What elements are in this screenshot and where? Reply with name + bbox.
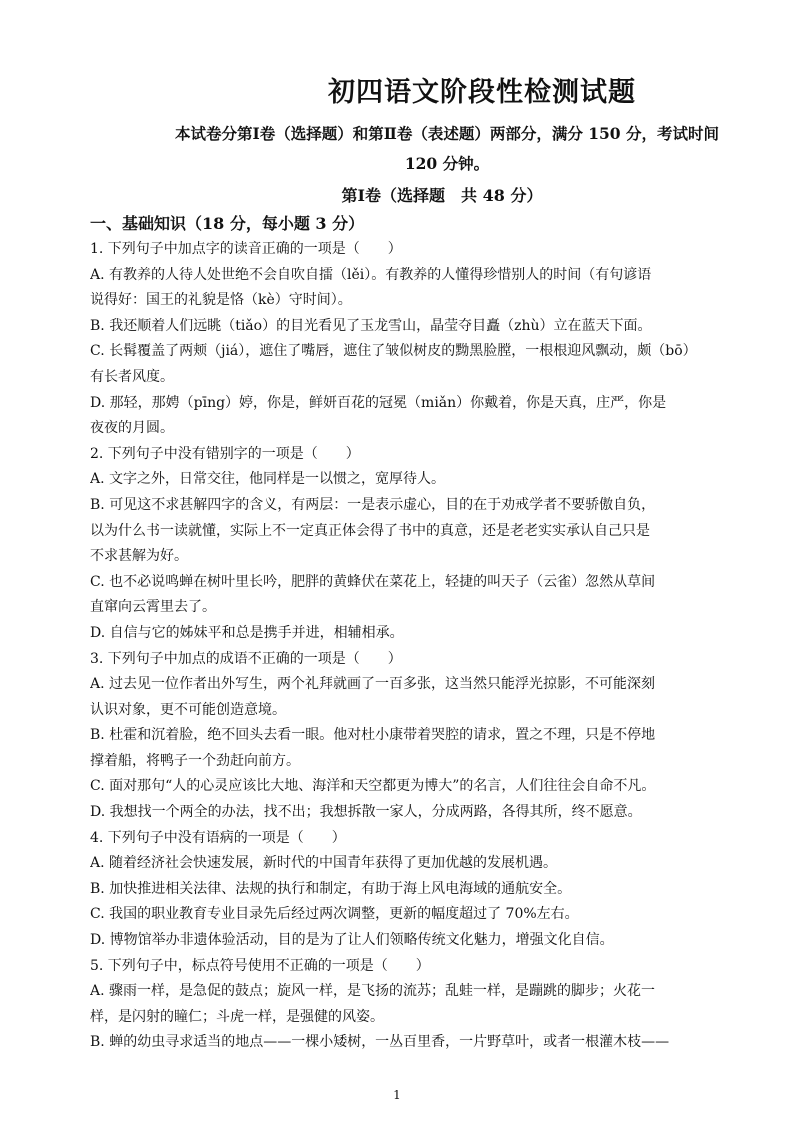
text-line: C. 长髯覆盖了两颊（jiá），遮住了嘴唇，遮住了皱似树皮的黝黑脸膛，一根根迎风飘动，颇（bō） xyxy=(90,343,697,360)
text-line: 5. 下列句子中，标点符号使用不正确的一项是（ ） xyxy=(90,957,430,974)
text-line: B. 杜霍和沉着脸，绝不回头去看一眼。他对杜小康带着哭腔的请求，置之不理，只是不停地 xyxy=(90,727,656,744)
questions-body xyxy=(90,237,754,1056)
text-line: D. 博物馆举办非遗体验活动，目的是为了让人们领略传统文化魅力，增强文化自信。 xyxy=(90,932,614,949)
text-line: 4. 下列句子中没有语病的一项是（ ） xyxy=(90,829,346,846)
exam-note-line-2: 120 分钟。 xyxy=(404,154,490,173)
text-line: B. 我还顺着人们远眺（tiǎo）的目光看见了玉龙雪山，晶莹夺目矗（zhù）立在蓝天下面。 xyxy=(90,317,652,334)
text-line: 样，是闪射的瞳仁；斗虎一样，是强健的风姿。 xyxy=(90,1008,384,1025)
text-line: D. 自信与它的姊妹平和总是携手并进，相辅相承。 xyxy=(90,624,404,641)
text-line: C. 也不必说鸣蝉在树叶里长吟，肥胖的黄蜂伏在菜花上，轻捷的叫天子（云雀）忽然从草间 xyxy=(90,573,656,590)
text-line: 直窜向云霄里去了。 xyxy=(90,599,216,616)
text-line: A. 骤雨一样，是急促的鼓点；旋风一样，是飞扬的流苏；乱蛙一样，是蹦跳的脚步；火花一 xyxy=(90,983,656,1000)
text-line: 不求甚解为好。 xyxy=(90,548,188,565)
text-line: D. 那轻，那娉（pīng）婷，你是，鲜妍百花的冠冕（miǎn）你戴着，你是天真，庄严，你是 xyxy=(90,394,667,411)
page-number: 1 xyxy=(393,1088,401,1102)
text-line: 3. 下列句子中加点的成语不正确的一项是（ ） xyxy=(90,650,402,667)
text-line: 以为什么书一读就懂，实际上不一定真正体会得了书中的真意，还是老老实实承认自己只是 xyxy=(90,522,650,539)
text-line: A. 随着经济社会快速发展，新时代的中国青年获得了更加优越的发展机遇。 xyxy=(90,855,558,872)
part-heading: 一、基础知识（18 分，每小题 3 分） xyxy=(90,214,365,233)
text-line: C. 我国的职业教育专业目录先后经过两次调整，更新的幅度超过了 70%左右。 xyxy=(90,906,579,923)
text-line: 夜夜的月圆。 xyxy=(90,420,174,437)
text-line: 2. 下列句子中没有错别字的一项是（ ） xyxy=(90,445,360,462)
text-line: A. 有教养的人待人处世绝不会自吹自擂（lěi）。有教养的人懂得珍惜别人的时间（有句谚语 xyxy=(90,266,652,283)
text-line: C. 面对那句“人的心灵应该比大地、海洋和天空都更为博大”的名言，人们往往会自命不凡。 xyxy=(90,778,656,795)
text-line: B. 蝉的幼虫寻求适当的地点——一棵小矮树，一丛百里香，一片野草叶，或者一根灌木枝—— xyxy=(90,1034,670,1051)
text-line: 撑着船，将鸭子一个劲赶向前方。 xyxy=(90,752,300,769)
text-line: B. 加快推进相关法律、法规的执行和制定，有助于海上风电海域的通航安全。 xyxy=(90,880,572,897)
text-line: A. 过去见一位作者出外写生，两个礼拜就画了一百多张，这当然只能浮光掠影，不可能深刻 xyxy=(90,676,656,693)
text-line: 说得好：国王的礼貌是恪（kè）守时间）。 xyxy=(90,292,352,309)
text-line: 有长者风度。 xyxy=(90,368,174,385)
text-line: B. 可见这不求甚解四字的含义，有两层：一是表示虚心，目的在于劝戒学者不要骄傲自负， xyxy=(90,496,656,513)
text-line: A. 文字之外，日常交往，他同样是一以惯之，宽厚待人。 xyxy=(90,471,446,488)
text-line: 认识对象，更不可能创造意境。 xyxy=(90,701,286,718)
text-line: 1. 下列句子中加点字的读音正确的一项是（ ） xyxy=(90,241,402,257)
text-line: D. 我想找一个两全的办法，找不出；我想拆散一家人，分成两路，各得其所，终不愿意。 xyxy=(90,804,642,821)
section-title: 第Ⅰ卷（选择题 共 48 分） xyxy=(341,186,543,205)
exam-note-line-1: 本试卷分第Ⅰ卷（选择题）和第Ⅱ卷（表述题）两部分，满分 150 分，考试时间 xyxy=(175,124,719,143)
exam-title: 初四语文阶段性检测试题 xyxy=(328,77,636,108)
